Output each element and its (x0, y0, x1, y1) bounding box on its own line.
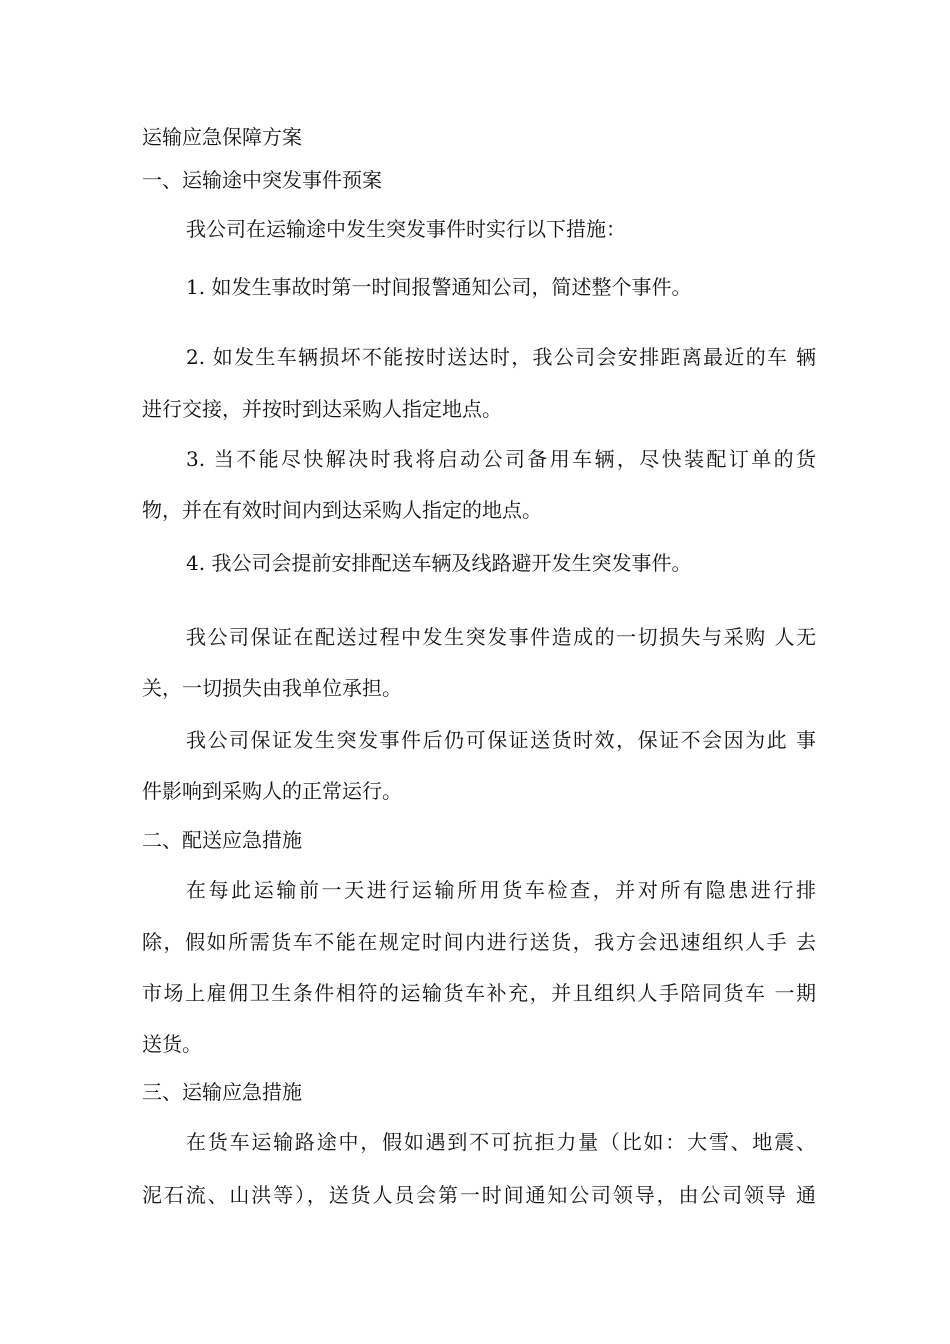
section3-para-line-1: 在货车运输路途中，假如遇到不可抗拒力量（比如：大雪、地震、 (186, 1130, 816, 1154)
list-item-2-line-1: 2. 如发生车辆损坏不能按时送达时，我公司会安排距离最近的车 辆 (186, 345, 816, 369)
guarantee-1-line-1: 我公司保证在配送过程中发生突发事件造成的一切损失与采购 人无 (186, 625, 816, 649)
guarantee-2-line-2: 件影响到采购人的正常运行。 (142, 779, 402, 803)
list-item-3-line-1: 3. 当不能尽快解决时我将启动公司备用车辆，尽快装配订单的货 (186, 447, 816, 471)
section-heading-1: 一、运输途中突发事件预案 (142, 168, 382, 192)
list-item-4: 4. 我公司会提前安排配送车辆及线路避开发生突发事件。 (186, 551, 692, 575)
section2-para-line-3: 市场上雇佣卫生条件相符的运输货车补充，并且组织人手陪同货车 一期 (142, 981, 816, 1005)
section1-intro: 我公司在运输途中发生突发事件时实行以下措施： (186, 217, 626, 241)
section-heading-3: 三、运输应急措施 (142, 1080, 302, 1104)
document-title: 运输应急保障方案 (142, 125, 302, 149)
section2-para-line-2: 除，假如所需货车不能在规定时间内进行送货，我方会迅速组织人手 去 (142, 930, 816, 954)
guarantee-1-line-2: 关，一切损失由我单位承担。 (142, 676, 402, 700)
guarantee-2-line-1: 我公司保证发生突发事件后仍可保证送货时效，保证不会因为此 事 (186, 728, 816, 752)
section-heading-2: 二、配送应急措施 (142, 828, 302, 852)
list-item-1: 1. 如发生事故时第一时间报警通知公司，简述整个事件。 (186, 275, 692, 299)
list-item-3-line-2: 物，并在有效时间内到达采购人指定的地点。 (142, 498, 542, 522)
section3-para-line-2: 泥石流、山洪等），送货人员会第一时间通知公司领导，由公司领导 通 (142, 1183, 816, 1207)
list-item-2-line-2: 进行交接，并按时到达采购人指定地点。 (142, 397, 502, 421)
section2-para-line-1: 在每此运输前一天进行运输所用货车检查，并对所有隐患进行排 (186, 878, 816, 902)
section2-para-line-4: 送货。 (142, 1032, 202, 1056)
